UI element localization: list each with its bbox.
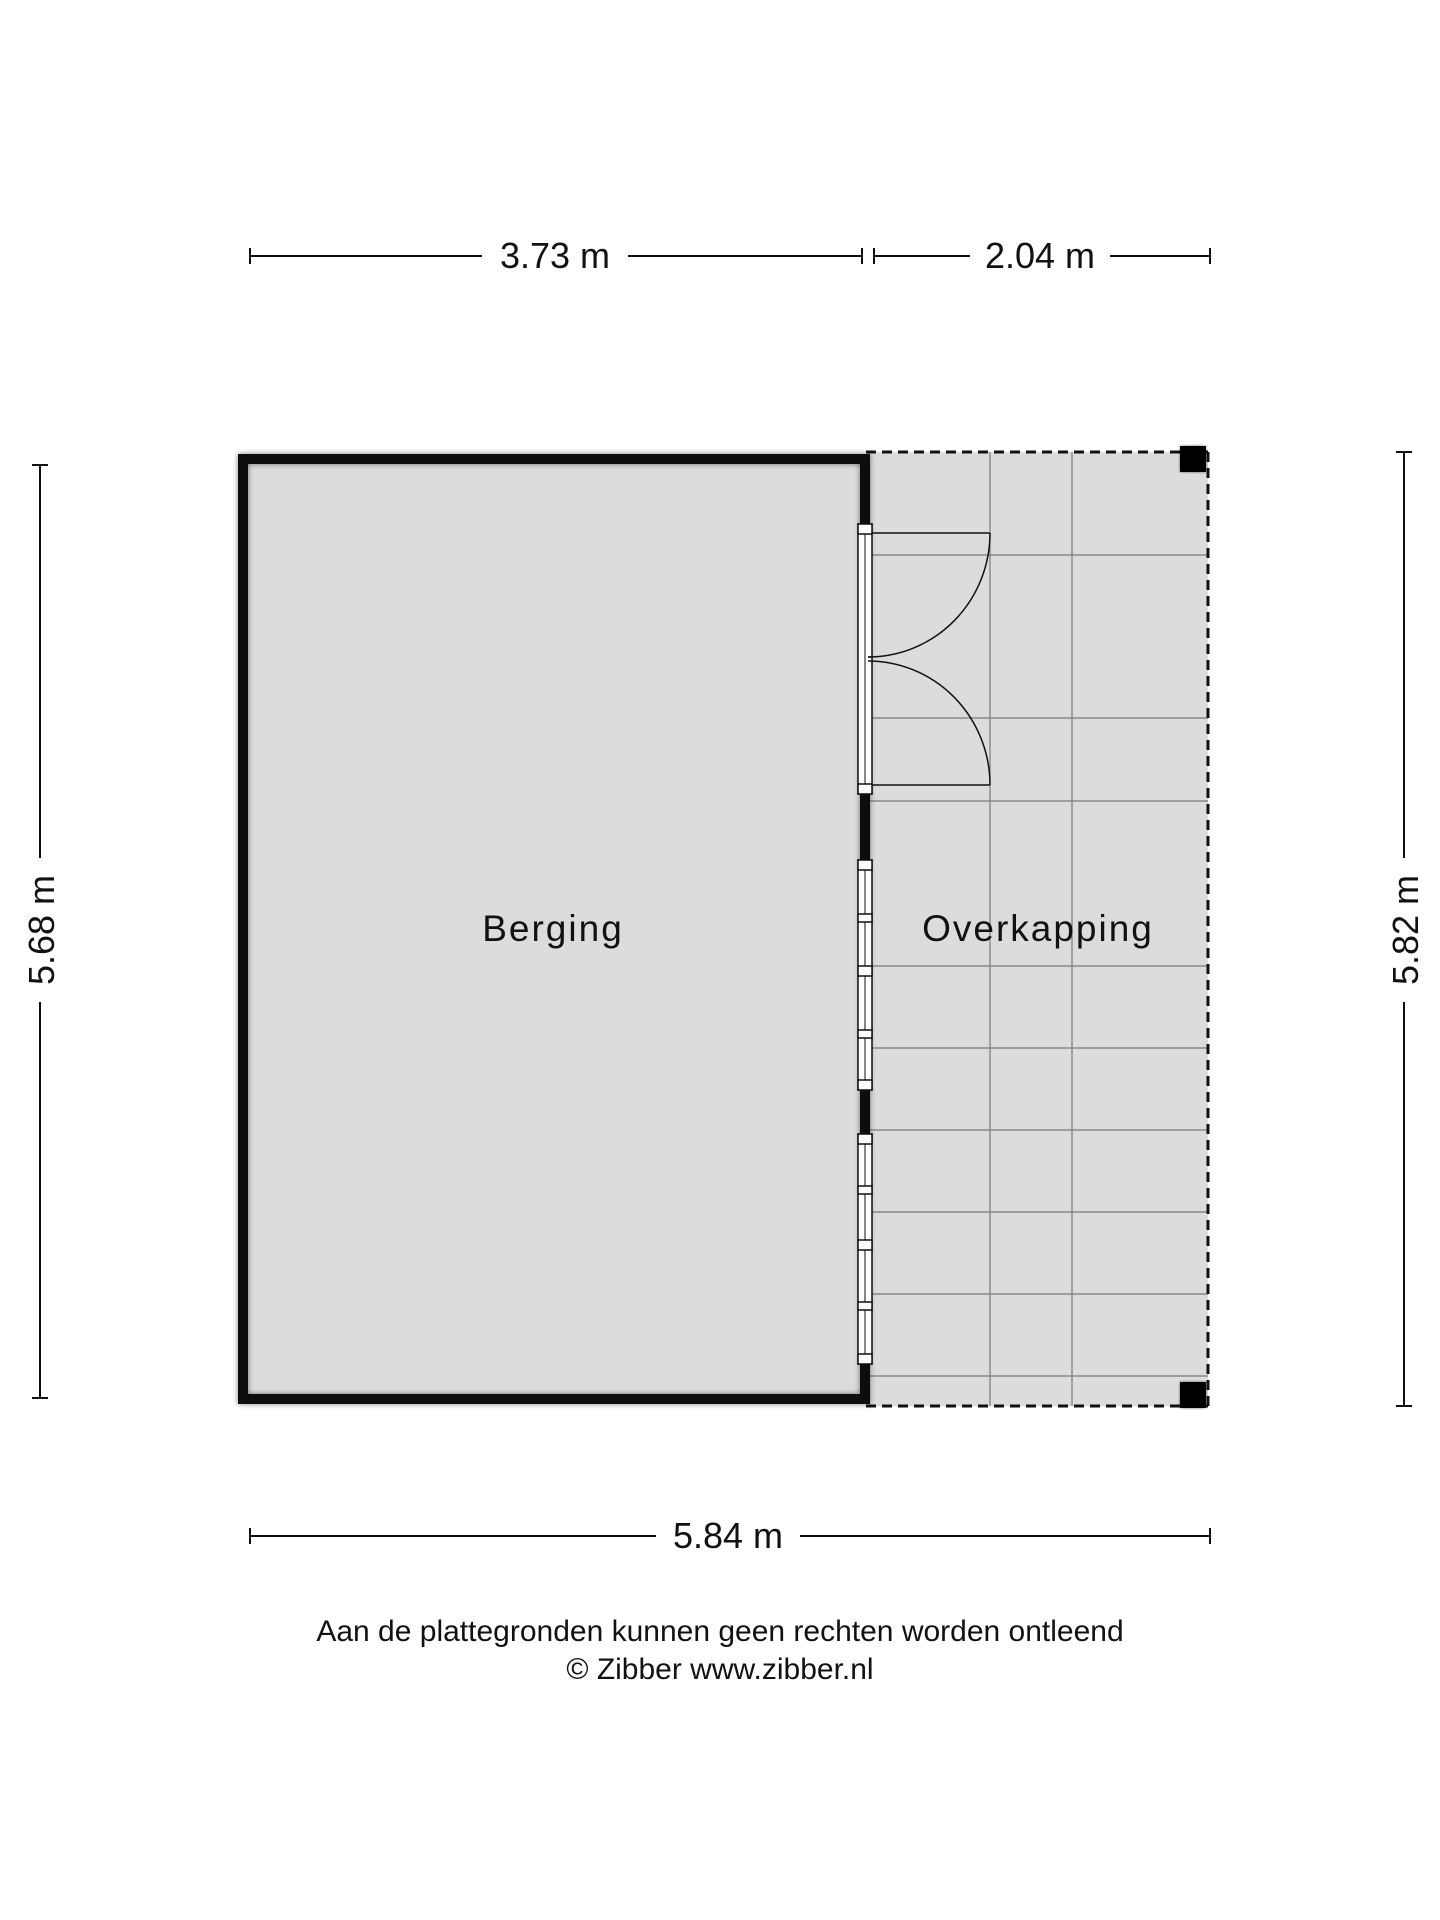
copyright-text: © Zibber www.zibber.nl — [566, 1653, 874, 1686]
dimension-left-label: 5.68 m — [21, 874, 62, 986]
window-lower — [858, 1134, 872, 1364]
window-upper — [858, 860, 872, 1090]
room-label-berging: Berging — [482, 908, 624, 949]
post-bottom — [1180, 1382, 1206, 1408]
room-label-overkapping: Overkapping — [922, 908, 1154, 949]
dimension-top-left-label: 3.73 m — [499, 235, 611, 276]
disclaimer-text: Aan de plattegronden kunnen geen rechten worden ontleend — [316, 1615, 1124, 1648]
dimension-top-right-label: 2.04 m — [984, 235, 1096, 276]
dimension-bottom-label: 5.84 m — [672, 1515, 784, 1556]
post-top — [1180, 446, 1206, 472]
dimension-right-label: 5.82 m — [1385, 874, 1426, 986]
